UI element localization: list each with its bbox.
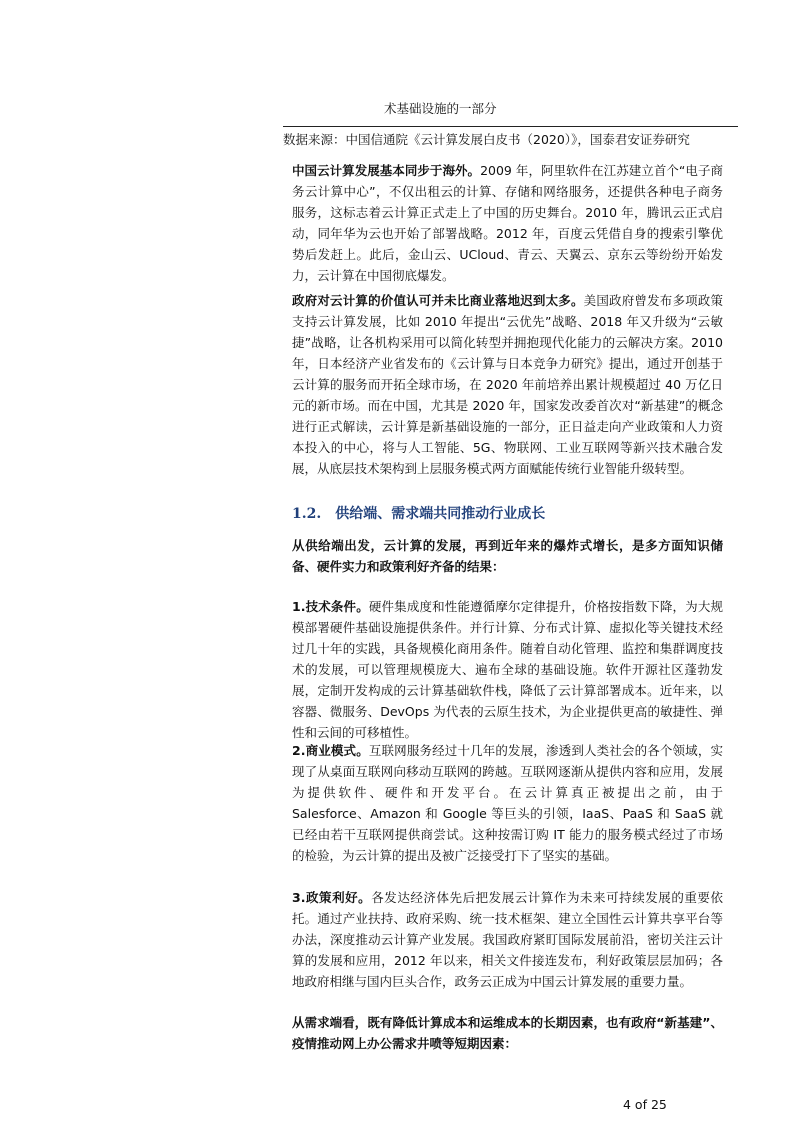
condition-technology	[292, 596, 723, 743]
paragraph-lead: 中国云计算发展基本同步于海外。	[292, 163, 481, 178]
condition-lead: 1.技术条件。	[292, 599, 369, 614]
condition-body: 各发达经济体先后把发展云计算作为未来可持续发展的重要依托。通过产业扶持、政府采购、统一技术框架、建立全国性云计算共享平台等办法，深度推动云计算产业发展。我国政府紧盯国际发展前沿，密切关注云计算的发展和应用，2012 年以来，相关文件接连发布，利好政策层层加码；各地政府相继与国内巨头合作，政务云正成为中国云计算发展的重要力量。	[292, 890, 723, 989]
data-source-note: 数据来源：中国信通院《云计算发展白皮书（2020）》，国泰君安证券研究	[283, 132, 690, 147]
paragraph-lead: 政府对云计算的价值认可并未比商业落地迟到太多。	[292, 293, 584, 308]
header-fragment: 术基础设施的一部分	[384, 101, 497, 116]
condition-body: 互联网服务经过十几年的发展，渗透到人类社会的各个领域，实现了从桌面互联网向移动互联网的跨越。互联网逐渐从提供内容和应用，发展为提供软件、硬件和开发平台。在云计算真正被提出之前，由于 Salesforce、Amazon 和 Google 等巨头的引领，IaaS、PaaS 和 SaaS 就已经由若干互联网提供商尝试。这种按需订购 IT 能力的服务模式经过了市场的检验，为云计算的提出及被广泛接受打下了坚实的基础。	[292, 743, 723, 863]
paragraph-government	[292, 290, 723, 479]
supply-intro: 从供给端出发，云计算的发展，再到近年来的爆炸式增长，是多方面知识储备、硬件实力和政策利好齐备的结果：	[292, 538, 723, 574]
paragraph-body: 2009 年，阿里软件在江苏建立首个“电子商务云计算中心”，不仅出租云的计算、存储和网络服务，还提供各种电子商务服务，这标志着云计算正式走上了中国的历史舞台。2010 年，腾讯云正式启动，同年华为云也开始了部署战略。2012 年，百度云凭借自身的搜索引擎优势后发赶上。此后，金山云、UCloud、青云、天翼云、京东云等纷纷开始发力，云计算在中国彻底爆发。	[292, 163, 723, 283]
condition-body: 硬件集成度和性能遵循摩尔定律提升，价格按指数下降，为大规模部署硬件基础设施提供条件。并行计算、分布式计算、虚拟化等关键技术经过几十年的实践，具备规模化商用条件。随着自动化管理、监控和集群调度技术的发展，可以管理规模庞大、遍布全球的基础设施。软件开源社区蓬勃发展，定制开发构成的云计算基础软件栈，降低了云计算部署成本。近年来，以容器、微服务、DevOps 为代表的云原生技术，为企业提供更高的敏捷性、弹性和云间的可移植性。	[292, 599, 723, 740]
section-title: 供给端、需求端共同推动行业成长	[335, 506, 546, 522]
section-heading	[292, 503, 545, 523]
paragraph-body: 美国政府曾发布多项政策支持云计算发展，比如 2010 年提出“云优先”战略、2018 年又升级为“云敏捷”战略，让各机构采用可以简化转型并拥抱现代化能力的云解决方案。2010 年，日本经济产业省发布的《云计算与日本竞争力研究》提出，通过开创基于云计算的服务而开拓全球市场，在 2020 年前培养出累计规模超过 40 万亿日元的新市场。而在中国，尤其是 2020 年，国家发改委首次对“新基建”的概念进行正式解读，云计算是新基础设施的一部分，正日益走向产业政策和人力资本投入的中心，将与人工智能、5G、物联网、工业互联网等新兴技术融合发展，从底层技术架构到上层服务模式两方面赋能传统行业智能升级转型。	[292, 293, 723, 476]
page-number: 4 of 25	[623, 1097, 667, 1112]
condition-lead: 3.政策利好。	[292, 890, 372, 905]
paragraph-china-cloud	[292, 160, 723, 286]
condition-lead: 2.商业模式。	[292, 743, 369, 758]
condition-policy	[292, 887, 723, 992]
section-number: 1.2.	[292, 506, 322, 522]
condition-business-model	[292, 740, 723, 866]
demand-intro: 从需求端看，既有降低计算成本和运维成本的长期因素，也有政府“新基建”、疫情推动网上办公需求井喷等短期因素：	[292, 1015, 723, 1051]
header-divider	[283, 126, 738, 127]
